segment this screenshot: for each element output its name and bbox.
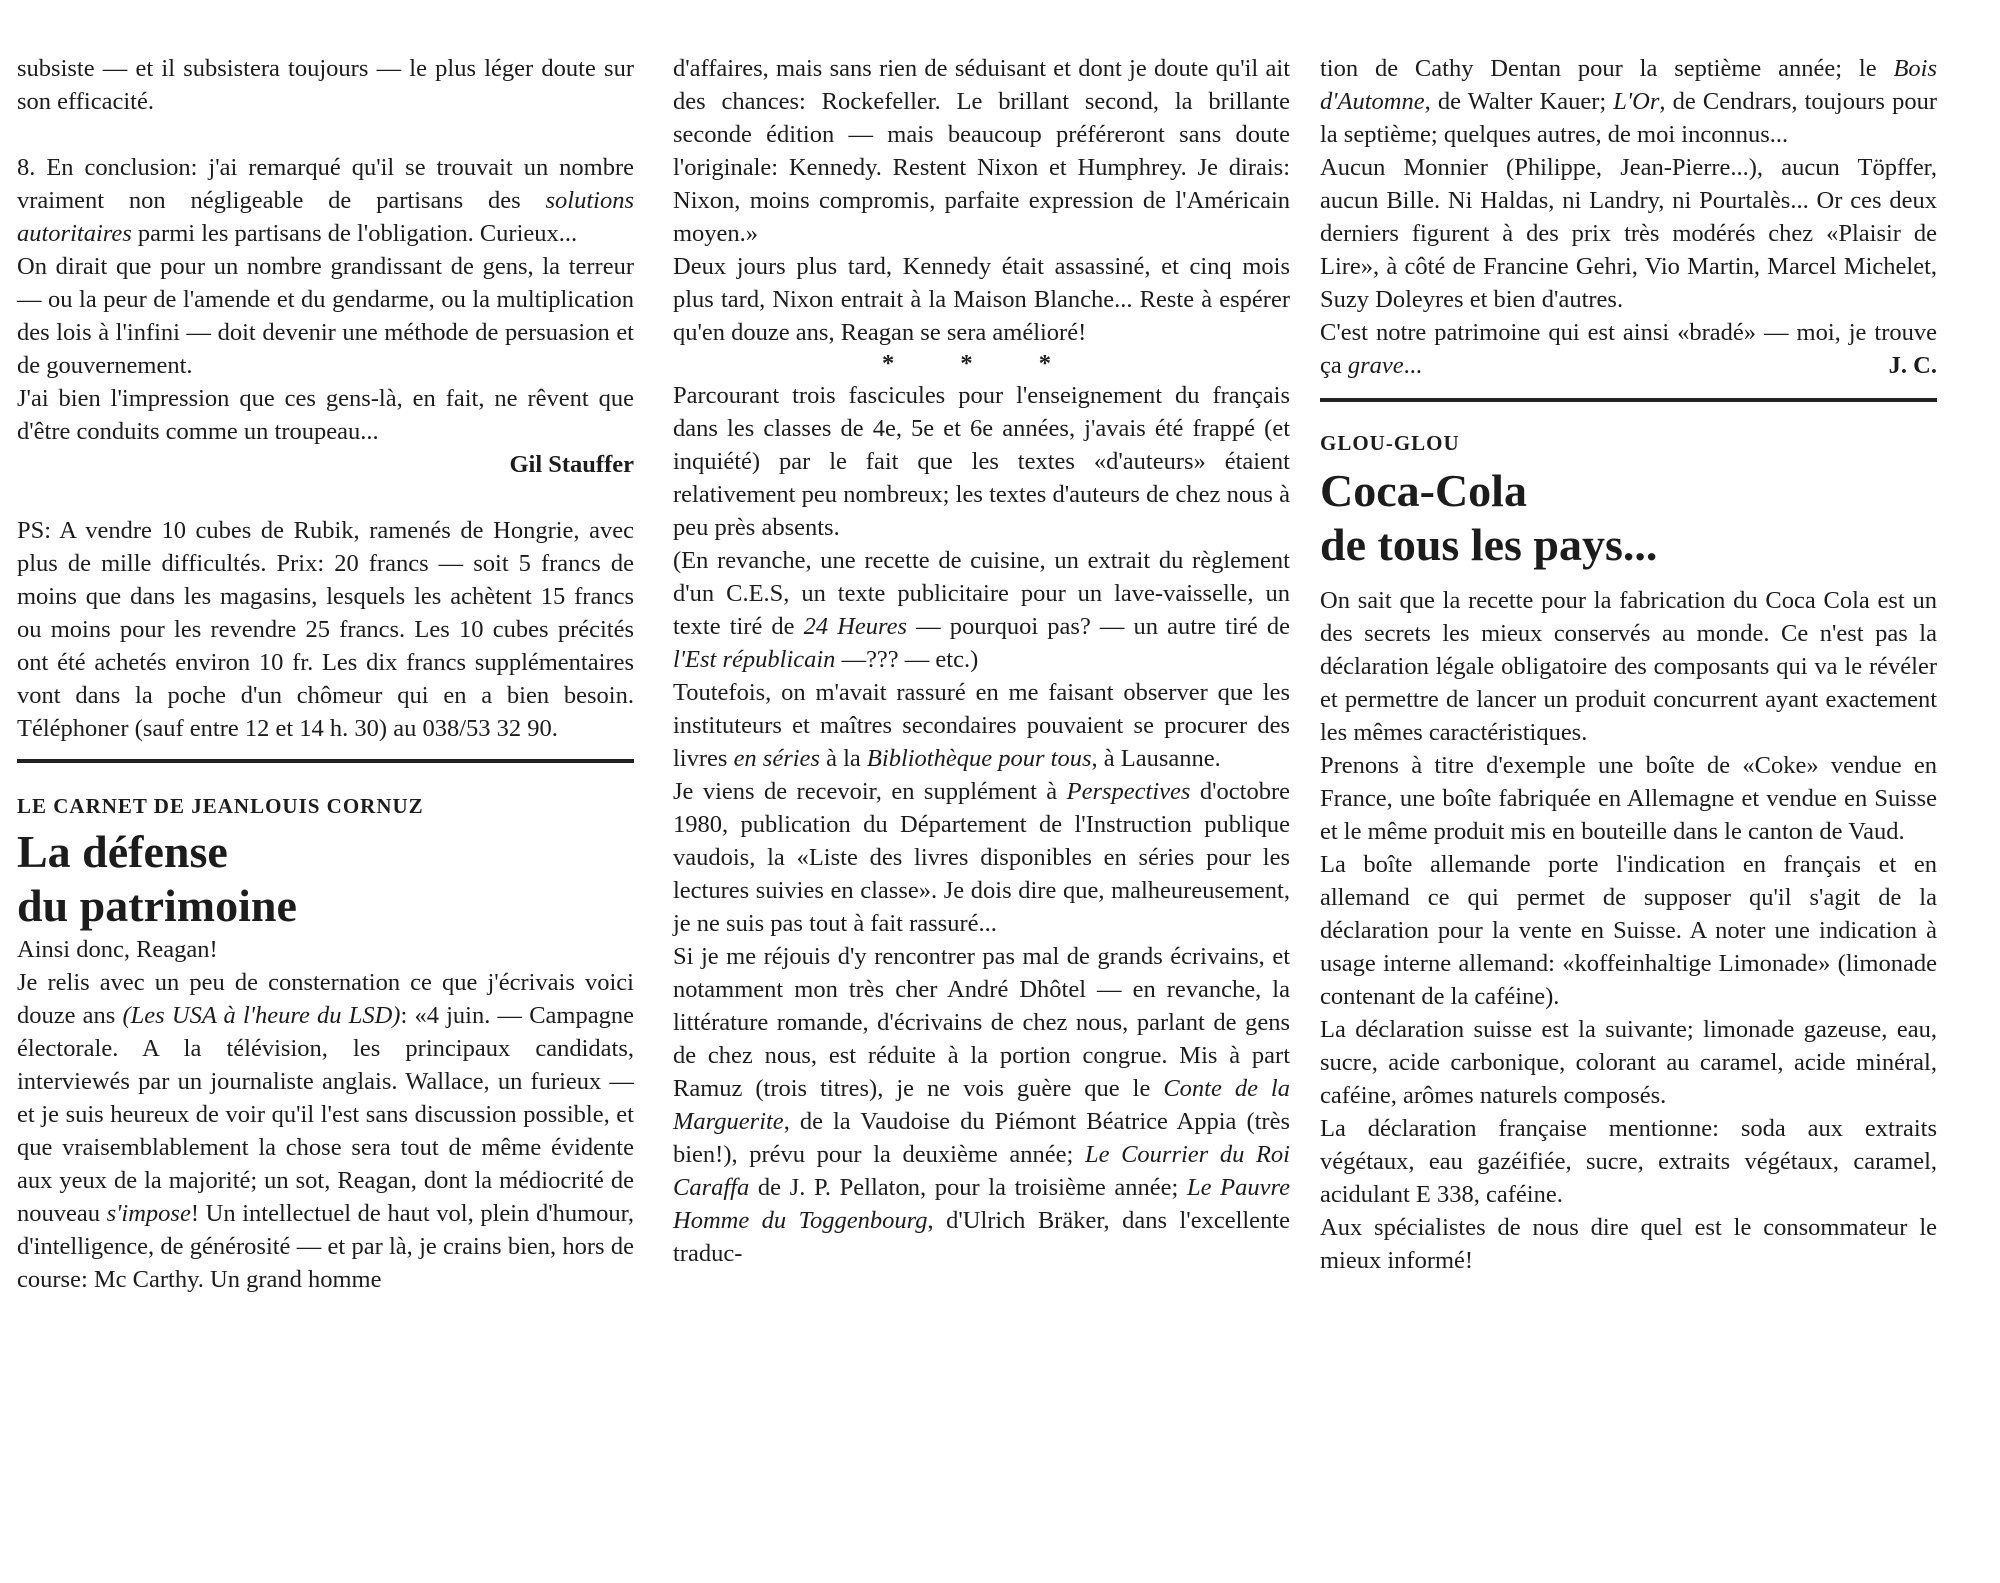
emphasis: (Les USA à l'heure du LSD) — [122, 1002, 401, 1029]
text-run: d'octobre 1980, publication du Département de l'Instruction publique vaudois, la «Liste des livres disponibles en séries pour les lectures suivies en classe». Je dois dire que, malheureusement, je ne suis pas tout à fait rassuré... — [673, 778, 1290, 937]
section-divider — [17, 759, 634, 763]
paragraph: On dirait que pour un nombre grandissant de gens, la terreur — ou la peur de l'amende et du gendarme, ou la multiplication des lois à l'infini — doit devenir une méthode de persuasion et de gouvernement. — [17, 253, 634, 379]
paragraph — [673, 544, 1290, 676]
emphasis: l'Est républicain — [673, 646, 836, 673]
paragraph — [673, 775, 1290, 940]
text-run: , d'Ulrich Bräker, dans l'excellente traduc- — [673, 1207, 1290, 1267]
headline-line: La défense — [17, 826, 228, 877]
paragraph: Deux jours plus tard, Kennedy était assassiné, et cinq mois plus tard, Nixon entrait à la Maison Blanche... Reste à espérer qu'en douze ans, Reagan se sera amélioré! — [673, 253, 1290, 346]
paragraph — [673, 676, 1290, 775]
paragraph — [1320, 316, 1937, 382]
paragraph: Aux spécialistes de nous dire quel est le consommateur le mieux informé! — [1320, 1214, 1937, 1274]
text-run: , de la Vaudoise du Piémont Béatrice Appia (très bien!), prévu pour la deuxième année; — [673, 1108, 1290, 1168]
headline-line: de tous les pays... — [1320, 519, 1658, 570]
text-run: —??? — etc.) — [835, 646, 979, 673]
text-run: ! Un intellectuel de haut vol, plein d'humour, d'intelligence, de générosité — et par là, je crains bien, hors de course: Mc Carthy. Un grand homme — [17, 1200, 634, 1293]
paragraph: Aucun Monnier (Philippe, Jean-Pierre...), aucun Töpffer, aucun Bille. Ni Haldas, ni Landry, ni Pourtalès... Or ces deux derniers figurent à des prix très modérés chez «Plaisir de Lire», à côté de Francine Gehri, Vio Martin, Marcel Michelet, Suzy Doleyres et bien d'autres. — [1320, 154, 1937, 313]
text-run: Je viens de recevoir, en supplément à — [673, 778, 1067, 805]
paragraph: Prenons à titre d'exemple une boîte de «Coke» vendue en France, une boîte fabriquée en Allemagne et vendue en Suisse et le même produit mis en bouteille dans le canton de Vaud. — [1320, 752, 1937, 845]
headline-line: Coca-Cola — [1320, 465, 1527, 516]
paragraph — [673, 940, 1290, 1270]
emphasis: en séries — [733, 745, 820, 772]
column-1 — [17, 52, 634, 1296]
author-signature: J. C. — [1888, 352, 1937, 379]
text-run: parmi les partisans de l'obligation. Curieux... — [131, 220, 578, 247]
paragraph: La déclaration française mentionne: soda aux extraits végétaux, eau gazéifiée, sucre, extraits végétaux, caramel, acidulant E 338, caféine. — [1320, 1115, 1937, 1208]
emphasis: L'Or — [1613, 88, 1660, 115]
text-run: (En revanche, une recette de cuisine, un extrait du règlement d'un C.E.S, un texte publicitaire pour un lave-vaisselle, un texte tiré de — [673, 547, 1290, 640]
section-kicker: LE CARNET DE JEANLOUIS CORNUZ — [17, 794, 424, 818]
text-run: tion de Cathy Dentan pour la septième année; le — [1320, 55, 1894, 82]
text-run: : «4 juin. — Campagne électorale. A la télévision, les principaux candidats, interviewés par un journaliste anglais. Wallace, un furieux — et je suis heureux de voir qu'il l'est sans discussion possible, et que vraisemblablement la chose sera tout de même évidente aux yeux de la majorité; un sot, Reagan, dont la médiocrité de nouveau — [17, 1002, 634, 1227]
paragraph — [17, 151, 634, 250]
text-run: Toutefois, on m'avait rassuré en me faisant observer que les instituteurs et maîtres secondaires pouvaient se procurer des livres — [673, 679, 1290, 772]
text-run: — pourquoi pas? — un autre tiré de — [907, 613, 1290, 640]
emphasis: solutions autoritaires — [17, 187, 634, 247]
paragraph: Parcourant trois fascicules pour l'enseignement du français dans les classes de 4e, 5e et 6e années, j'avais été frappé (et inquiété) par le fait que les textes «d'auteurs» étaient relativement peu nombreux; les textes d'auteurs de chez nous à peu près absents. — [673, 382, 1290, 541]
paragraph: d'affaires, mais sans rien de séduisant et dont je doute qu'il ait des chances: Rockefeller. Le brillant second, la brillante seconde édition — mais beaucoup préféreront sans doute l'originale: Kennedy. Restent Nixon et Humphrey. Je dirais: Nixon, moins compromis, parfaite expression de l'Américain moyen.» — [673, 55, 1290, 247]
text-run: , à Lausanne. — [1091, 745, 1221, 772]
author-signature: Gil Stauffer — [509, 451, 634, 478]
text-run: , de Cendrars, toujours pour la septième; quelques autres, de moi inconnus... — [1320, 88, 1937, 148]
article-headline — [17, 825, 634, 933]
paragraph — [1320, 52, 1937, 151]
section-separator-stars: * * * — [882, 350, 1081, 377]
paragraph: Ainsi donc, Reagan! — [17, 936, 218, 963]
section-kicker: GLOU-GLOU — [1320, 431, 1460, 455]
emphasis: Le Courrier du Roi Caraffa — [673, 1141, 1290, 1201]
emphasis: grave — [1347, 352, 1404, 379]
emphasis: 24 Heures — [803, 613, 908, 640]
article-headline — [1320, 464, 1937, 572]
emphasis: s'impose — [106, 1200, 191, 1227]
emphasis: Bibliothèque pour tous — [866, 745, 1092, 772]
text-run: ... — [1403, 352, 1423, 379]
paragraph: La boîte allemande porte l'indication en français et en allemand ce qui permet de supposer qu'il s'agit de la déclaration pour la vente en Suisse. A noter une indication à usage interne allemand: «koffeinhaltige Limonade» (limonade contenant de la caféine). — [1320, 851, 1937, 1010]
text-run: à la — [819, 745, 867, 772]
headline-line: du patrimoine — [17, 880, 297, 931]
emphasis: Le Pauvre Homme du Toggenbourg — [673, 1174, 1290, 1234]
paragraph: La déclaration suisse est la suivante; limonade gazeuse, eau, sucre, acide carbonique, colorant au caramel, acide minéral, caféine, arômes naturels composés. — [1320, 1016, 1937, 1109]
text-run: Si je me réjouis d'y rencontrer pas mal de grands écrivains, et notamment mon très cher André Dhôtel — en revanche, la littérature romande, d'écrivains de chez nous, parlant de gens de chez nous, est réduite à la portion congrue. Mis à part Ramuz (trois titres), je ne vois guère que le — [673, 943, 1290, 1102]
text-run: , de Walter Kauer; — [1424, 88, 1614, 115]
paragraph: On sait que la recette pour la fabrication du Coca Cola est un des secrets les mieux conservés au monde. Ce n'est pas la déclaration légale obligatoire des composants qui va le révéler et permettre de lancer un produit concurrent ayant exactement les mêmes caractéristiques. — [1320, 587, 1937, 746]
text-run: de J. P. Pellaton, pour la troisième année; — [749, 1174, 1187, 1201]
postscript: PS: A vendre 10 cubes de Rubik, ramenés de Hongrie, avec plus de mille difficultés. Prix: 20 francs — soit 5 francs de moins que dans les magasins, lesquels les achètent 15 francs ou moins pour les revendre 25 francs. Les 10 cubes précités ont été achetés environ 10 fr. Les dix francs supplémentaires vont dans la poche d'un chômeur qui en a bien besoin. Téléphoner (sauf entre 12 et 14 h. 30) au 038/53 32 90. — [17, 517, 634, 742]
paragraph: subsiste — et il subsistera toujours — le plus léger doute sur son efficacité. — [17, 55, 634, 115]
paragraph — [17, 966, 634, 1296]
paragraph: J'ai bien l'impression que ces gens-là, en fait, ne rêvent que d'être conduits comme un troupeau... — [17, 385, 634, 445]
emphasis: Perspectives — [1066, 778, 1191, 805]
text-run: 8. En conclusion: j'ai remarqué qu'il se trouvait un nombre vraiment non négligeable de partisans des — [17, 154, 634, 214]
column-2 — [673, 52, 1290, 1270]
emphasis: Bois d'Automne — [1320, 55, 1937, 115]
emphasis: Conte de la Marguerite — [673, 1075, 1290, 1135]
text-run: C'est notre patrimoine qui est ainsi «bradé» — moi, je trouve ça — [1320, 319, 1937, 379]
section-divider — [1320, 398, 1937, 402]
column-3 — [1320, 52, 1937, 1277]
text-run: Je relis avec un peu de consternation ce que j'écrivais voici douze ans — [17, 969, 634, 1029]
